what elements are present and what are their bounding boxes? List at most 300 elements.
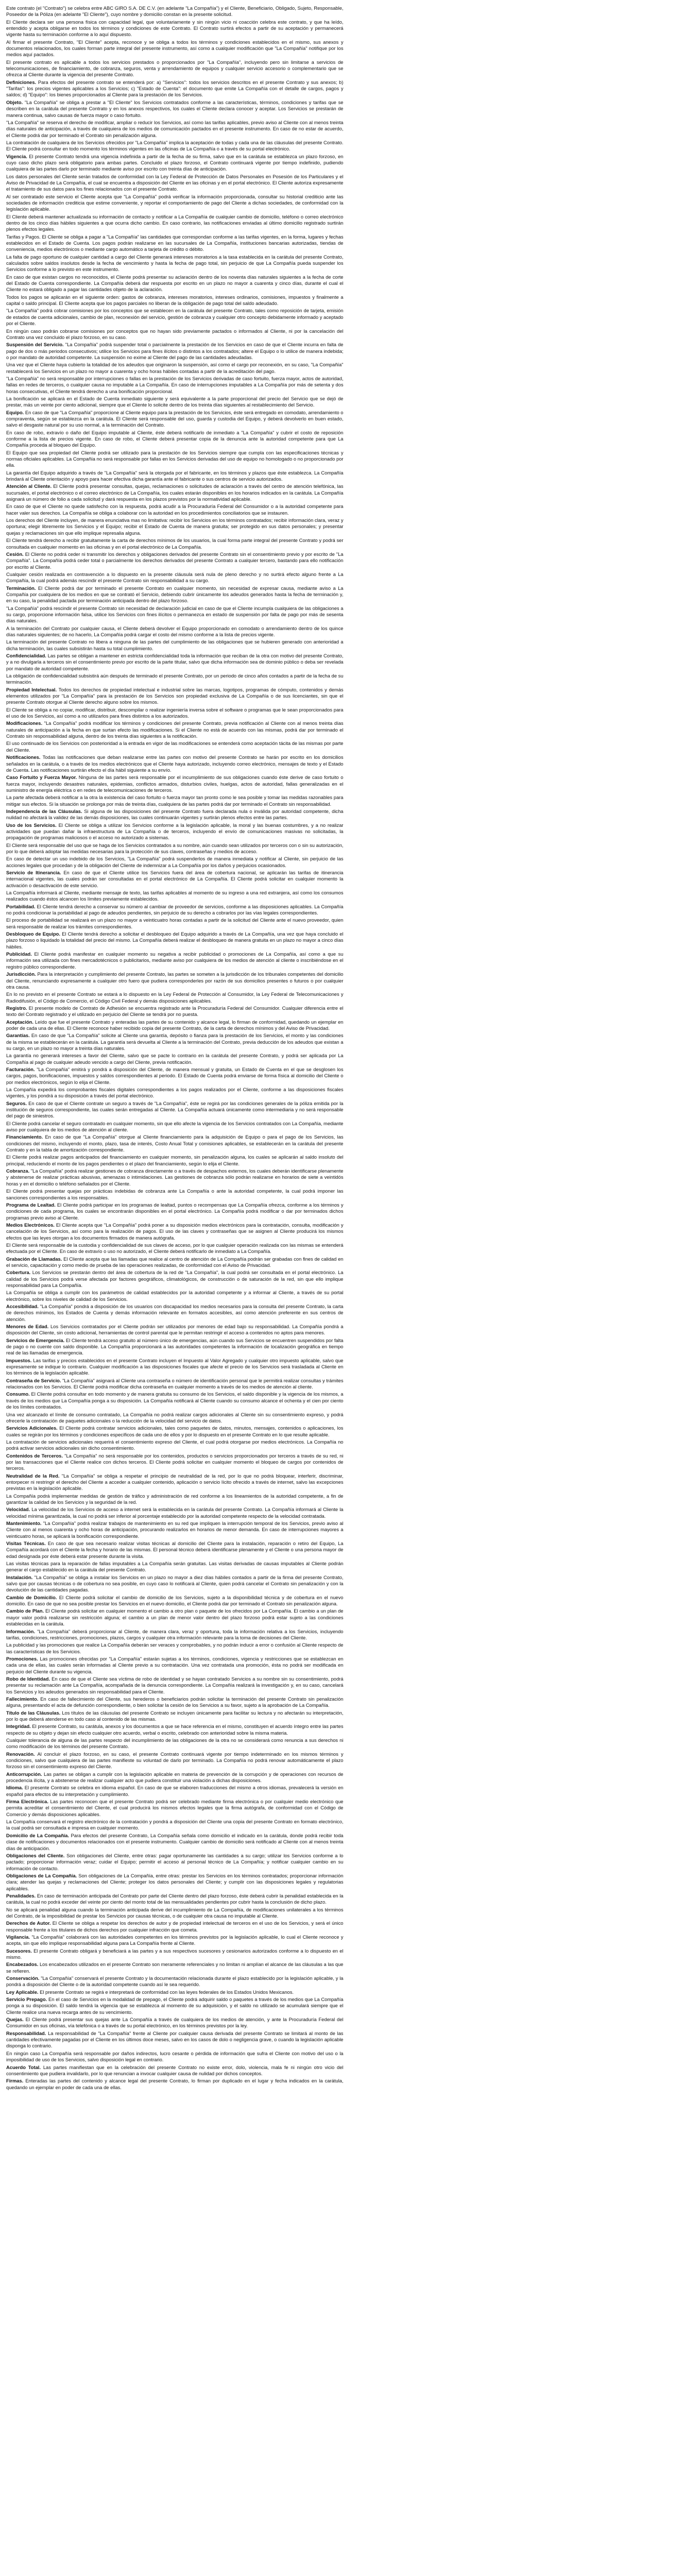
clause-text: La Compañía podrá implementar medidas de gestión de tráfico y administración de red conforme a los lineamientos de la autoridad competente, a fin de garantizar la calidad de los Servicios y la seguridad de la red. — [6, 1493, 344, 1505]
clause-text: Son obligaciones del Cliente, entre otras: pagar oportunamente las cantidades a su cargo; utilizar los Servicios conforme a lo pactado; proporcionar información veraz; cuidar el Equipo; permitir el acceso al personal técnico de La Compañía; y notificar cualquier cambio en su información de contacto. — [6, 1853, 344, 1871]
clause-text: El Cliente podrá consultar en todo momento y de manera gratuita su consumo de los Servicios, el saldo disponible y la vigencia de los mismos, a través de los medios que La Compañía ponga a su disposición. La Compañía notificará al Cliente cuando su consumo alcance el ochenta y el cien por ciento de los límites contratados. — [6, 1392, 344, 1410]
clause-heading: Robo de Identidad. — [6, 1676, 52, 1682]
clause-text: Una vez que el Cliente haya cubierto la totalidad de los adeudos que originaron la suspensión, así como el cargo por reconexión, en su caso, "La Compañía" restablecerá los Servicios en un plazo no mayor a cuarenta y ocho horas hábiles contadas a partir de la acreditación del pago. — [6, 362, 344, 374]
clause-heading: Encabezados. — [6, 1962, 40, 1968]
contract-paragraph — [6, 1771, 344, 1784]
clause-heading: Instalación. — [6, 1574, 35, 1580]
clause-heading: Servicios Adicionales. — [6, 1426, 60, 1431]
clause-heading: Información. — [6, 1629, 38, 1634]
clause-heading: Notificaciones. — [6, 755, 43, 760]
contract-paragraph — [6, 2030, 344, 2049]
clause-heading: Servicio Prepago. — [6, 1997, 49, 2003]
clause-heading: Título de las Cláusulas. — [6, 1710, 62, 1716]
clause-text: Las tarifas y precios establecidos en el presente Contrato incluyen el Impuesto al Valor Agregado y cualquier otro impuesto aplicable, salvo que expresamente se indique lo contrario. Cualquier modificación a las disposiciones fiscales que afecte el precio de los Servicios será trasladada al Cliente en los términos de la legislación aplicable. — [6, 1358, 344, 1376]
contract-paragraph — [6, 1873, 344, 1892]
contract-paragraph — [6, 1506, 344, 1519]
clause-text: El proceso de portabilidad se realizará en un plazo no mayor a veinticuatro horas contadas a partir de la solicitud del Cliente ante el nuevo proveedor, quien será responsable de realizar los trámites correspondientes. — [6, 918, 344, 929]
clause-heading: Caso Fortuito y Fuerza Mayor. — [6, 775, 79, 781]
contract-paragraph — [6, 1676, 344, 1695]
clause-heading: Idioma. — [6, 1785, 25, 1791]
contract-paragraph — [6, 870, 344, 889]
contract-paragraph — [6, 1473, 344, 1492]
clause-heading: Responsabilidad. — [6, 2030, 48, 2036]
clause-heading: Impuestos. — [6, 1358, 33, 1363]
contract-paragraph — [6, 1412, 344, 1425]
clause-text: Ninguna de las partes será responsable por el incumplimiento de sus obligaciones cuando éste derive de caso fortuito o fuerza mayor, incluyendo desastres naturales, epidemias, conflictos armados, disturbios civiles, huelgas, actos de autoridad, fallas generalizadas en el suministro de energía eléctrica o en redes de telecomunicaciones de terceros. — [6, 775, 344, 793]
clause-text: El presente Contrato se celebra en idioma español. En caso de que se elaboren traducciones del mismo a otros idiomas, prevalecerá la versión en español para efectos de su interpretación y cumplimiento. — [6, 1785, 344, 1797]
clause-heading: Cambio de Domicilio. — [6, 1595, 59, 1600]
clause-text: Si alguna de las disposiciones del presente Contrato fuera declarada nula o inválida por autoridad competente, dicha nulidad no afectará la validez de las demás disposiciones, las cuales continuarán vigentes y surtirán plenos efectos entre las partes. — [6, 808, 344, 821]
contract-paragraph — [6, 931, 344, 950]
contract-paragraph — [6, 1961, 344, 1974]
clause-text: El presente modelo de Contrato de Adhesión se encuentra registrado ante la Procuraduría Federal del Consumidor. Cualquier diferencia entre el texto del Contrato registrado y el utilizado en perjuicio del Cliente se tendrá por no puesta. — [6, 1005, 344, 1018]
contract-paragraph — [6, 1799, 344, 1818]
clause-heading: Accesibilidad. — [6, 1304, 40, 1309]
contract-paragraph — [6, 328, 344, 341]
clause-text: El Cliente podrá realizar pagos anticipados del financiamiento en cualquier momento, sin penalización alguna, los cuales se aplicarán al saldo insoluto del principal, reduciendo el monto de los pagos pendientes o el plazo del financiamiento, según lo elija el Cliente. — [6, 1155, 344, 1166]
clause-text: Las promociones ofrecidas por "La Compañía" estarán sujetas a los términos, condiciones, vigencia y restricciones que se establezcan en cada una de ellas, las cuales serán informadas al Cliente previo a su contratación. Una vez contratada una promoción, ésta no podrá ser modificada en perjuicio del Cliente durante su vigencia. — [6, 1656, 344, 1674]
clause-heading: Cambio de Plan. — [6, 1608, 46, 1614]
clause-text: Este contrato (el "Contrato") se celebra entre ABC GIRO S.A. DE C.V. (en adelante "La Compañía") y el Cliente, Beneficiario, Obligado, Sujeto, Responsable, Poseedor de la Póliza (en adelante "El Cliente"), cuyo nombre y domicilio constan en la presente solicitud. — [6, 6, 344, 18]
clause-text: La garantía no generará intereses a favor del Cliente, salvo que se pacte lo contrario en la carátula del presente Contrato, y podrá ser aplicada por La Compañía al pago de cualquier adeudo vencido a cargo del Cliente, previa notificación. — [6, 1053, 344, 1065]
clause-heading: Vigencia. — [6, 154, 29, 159]
contract-paragraph — [6, 1737, 344, 1750]
contract-paragraph — [6, 1425, 344, 1438]
clause-text: Son obligaciones de La Compañía, entre otras: prestar los Servicios en los términos contratados; proporcionar información clara; atender las quejas y reclamaciones del Cliente; proteger los datos personales del Cliente; y cumplir con las disposiciones legales y regulatorias aplicables. — [6, 1873, 344, 1891]
contract-paragraph — [6, 1337, 344, 1357]
clause-text: Enteradas las partes del contenido y alcance legal del presente Contrato, lo firman por duplicado en el lugar y fecha indicados en la carátula, quedando un ejemplar en poder de cada una de ellas. — [6, 2078, 344, 2090]
contract-paragraph — [6, 951, 344, 970]
clause-text: En ningún caso La Compañía será responsable por daños indirectos, lucro cesante o pérdida de información que sufra el Cliente con motivo del uso o la imposibilidad de uso de los Servicios, salvo disposición legal en contrario. — [6, 2050, 344, 2063]
clause-heading: Garantías. — [6, 1033, 31, 1039]
clause-heading: Modificaciones. — [6, 721, 44, 726]
clause-text: El presente Contrato obligará y beneficiará a las partes y a sus respectivos sucesores y cesionarios autorizados conforme a lo dispuesto en el mismo. — [6, 1948, 344, 1960]
contract-paragraph — [6, 1656, 344, 1675]
contract-paragraph — [6, 1202, 344, 1221]
clause-heading: Mantenimiento. — [6, 1521, 43, 1526]
contract-paragraph — [6, 1723, 344, 1736]
clause-heading: Definiciones. — [6, 79, 38, 85]
clause-heading: Neutralidad de la Red. — [6, 1473, 62, 1479]
clause-text: El Cliente podrá solicitar en cualquier momento el cambio a otro plan o paquete de los ofrecidos por La Compañía. El cambio a un plan de mayor valor podrá realizarse sin restricción alguna; el cambio a un plan de menor valor dentro del plazo forzoso podrá estar sujeto a las condiciones establecidas en la carátula. — [6, 1608, 344, 1627]
contract-paragraph — [6, 5, 344, 18]
clause-heading: Firma Electrónica. — [6, 1799, 50, 1805]
contract-paragraph — [6, 585, 344, 604]
clause-text: Tarifas y Pagos. El Cliente se obliga a pagar a "La Compañía" las cantidades que correspondan conforme a las tarifas vigentes, en la forma, lugares y fechas establecidos en el Estado de Cuenta. Los pagos podrán realizarse en las sucursales de La Compañía, instituciones bancarias autorizadas, tiendas de conveniencia, medios electrónicos o mediante cargo automático a tarjeta de crédito o débito. — [6, 234, 344, 252]
contract-paragraph — [6, 794, 344, 807]
clause-heading: Seguros. — [6, 1100, 29, 1106]
contract-paragraph — [6, 1453, 344, 1472]
clause-heading: Registro. — [6, 1005, 29, 1011]
clause-text: La Compañía se obliga a cumplir con los parámetros de calidad establecidos por la autoridad competente y a informar al Cliente, a través de su portal electrónico, sobre los niveles de calidad de los Servicios. — [6, 1290, 344, 1302]
clause-heading: Conservación. — [6, 1976, 41, 1981]
clause-text: Para efectos del presente contrato se entenderá por: a) "Servicios": todos los servicios descritos en el presente Contrato y sus anexos; b) "Tarifas": los precios vigentes aplicables a los Servicios; c) "Estado de Cuenta": el documento que emite La Compañía con el detalle de cargos, pagos y saldos; d) "Equipo": los bienes proporcionados al Cliente para la prestación de los Servicios. — [6, 79, 344, 98]
clause-text: El presente Contrato se regirá e interpretará de conformidad con las leyes federales de los Estados Unidos Mexicanos. — [40, 1989, 294, 1995]
contract-paragraph — [6, 470, 344, 483]
contract-paragraph — [6, 856, 344, 869]
contract-paragraph — [6, 1975, 344, 1988]
clause-text: El Cliente declara ser una persona física con capacidad legal, que voluntariamente y sin ningún vicio ni coacción celebra este contrato, y que ha leído, entendido y acepta obligarse en todos los términos y condiciones de este Contrato. El Contrato surtirá efectos a partir de su aceptación y permanecerá vigente hasta su terminación conforme a lo aquí dispuesto. — [6, 19, 344, 38]
contract-paragraph — [6, 1256, 344, 1269]
clause-text: El presente Contrato, su carátula, anexos y los documentos a que se hace referencia en el mismo, constituyen el acuerdo íntegro entre las partes respecto de su objeto y dejan sin efecto cualquier otro acuerdo, verbal o escrito, celebrado con anterioridad sobre la misma materia. — [6, 1724, 344, 1736]
clause-text: Para la interpretación y cumplimiento del presente Contrato, las partes se someten a la jurisdicción de los tribunales competentes del domicilio del Cliente, renunciando expresamente a cualquier otro fuero que pudiera corresponderles por razón de sus domicilios presentes o futuros o por cualquier otra causa. — [6, 972, 344, 990]
contract-paragraph — [6, 1324, 344, 1336]
clause-heading: Publicidad. — [6, 952, 35, 957]
clause-text: La falta de pago oportuno de cualquier cantidad a cargo del Cliente generará intereses moratorios a la tasa establecida en la carátula del presente Contrato, calculados sobre saldos insolutos desde la fecha de vencimiento y hasta la fecha de pago total, sin perjuicio de que La Compañía pueda suspender los Servicios conforme a lo previsto en este instrumento. — [6, 254, 344, 273]
clause-heading: Suspensión del Servicio. — [6, 342, 65, 348]
clause-text: La publicidad y las promociones que realice La Compañía deberán ser veraces y comprobables, y no podrán inducir a error o confusión al Cliente respecto de las características de los Servicios. — [6, 1642, 344, 1654]
clause-text: El Cliente podrá presentar consultas, quejas, reclamaciones o solicitudes de aclaración a través del centro de atención telefónica, las sucursales, el portal electrónico o el correo electrónico de La Compañía, los cuales estarán disponibles en los horarios indicados en la carátula. La Compañía asignará un número de folio a cada solicitud y dará respuesta en los plazos previstos por la normatividad aplicable. — [6, 484, 344, 502]
clause-text: La contratación de servicios adicionales requerirá el consentimiento expreso del Cliente, el cual podrá otorgarse por medios electrónicos. La Compañía no podrá activar servicios adicionales sin dicho consentimiento. — [6, 1439, 344, 1451]
clause-text: El Cliente se obliga a utilizar los Servicios conforme a la legislación aplicable, la moral y las buenas costumbres, y a no realizar actividades que puedan dañar la infraestructura de La Compañía o de terceros, incluyendo el envío de comunicaciones masivas no solicitadas, la propagación de programas maliciosos o el acceso no autorizado a sistemas. — [6, 822, 344, 841]
clause-text: La velocidad de los Servicios de acceso a internet será la establecida en la carátula del presente Contrato. La Compañía informará al Cliente la velocidad mínima garantizada, la cual no podrá ser inferior al porcentaje establecido por la autoridad competente respecto de la velocidad contratada. — [6, 1507, 344, 1519]
contract-paragraph — [6, 1934, 344, 1947]
clause-text: Las partes manifiestan que en la celebración del presente Contrato no existe error, dolo, violencia, mala fe ni ningún otro vicio del consentimiento que pudiera invalidarlo, por lo que renuncian a invocar cualquier causa de nulidad por dichos conceptos. — [6, 2064, 344, 2076]
clause-text: "La Compañía" colaborará con las autoridades competentes en los términos previstos por la legislación aplicable, lo cual el Cliente reconoce y acepta, sin que ello implique responsabilidad alguna para La Compañía frente al Cliente. — [6, 1934, 344, 1946]
clause-text: El Cliente será responsable del uso que se haga de los Servicios contratados a su nombre, aún cuando sean utilizados por terceros con o sin su autorización, por lo que deberá adoptar las medidas necesarias para la protección de sus claves, contraseñas y medios de acceso. — [6, 842, 344, 854]
clause-text: En caso de que "La Compañía" proporcione al Cliente equipo para la prestación de los Servicios, éste será entregado en comodato, arrendamiento o compraventa, según se establezca en la carátula. El Cliente será responsable del uso, guarda y custodia del Equipo, y deberá devolverlo en buen estado, salvo el desgaste natural por su uso normal, a la terminación del Contrato. — [6, 410, 344, 428]
clause-text: El Equipo que sea propiedad del Cliente podrá ser utilizado para la prestación de los Servicios siempre que cumpla con las especificaciones técnicas y normas oficiales aplicables. La Compañía no será responsable por fallas en los Servicios derivadas del uso de equipo no homologado o no proporcionado por ella. — [6, 450, 344, 468]
clause-heading: Medios Electrónicos. — [6, 1222, 56, 1228]
clause-heading: Firmas. — [6, 2078, 26, 2084]
clause-text: En caso de que el Cliente contrate un seguro a través de "La Compañía", éste se regirá por las condiciones generales de la póliza emitida por la institución de seguros correspondiente, las cuales serán entregadas al Cliente. La Compañía actuará únicamente como intermediaria y no será responsable del pago de siniestros. — [6, 1100, 344, 1119]
clause-heading: Cesión. — [6, 551, 25, 557]
contract-paragraph — [6, 1222, 344, 1241]
clause-text: "La Compañía" podrá cobrar comisiones por los conceptos que se establecen en la carátula del presente Contrato, tales como reposición de tarjeta, emisión de estados de cuenta adicionales, cambio de plan, reconexión del servicio, gestión de cobranza y cualquier otro concepto debidamente informado y aceptado por el Cliente. — [6, 308, 344, 327]
contract-paragraph — [6, 2016, 344, 2029]
clause-text: El Cliente se obliga a respetar los derechos de autor y de propiedad intelectual de terceros en el uso de los Servicios, y será el único responsable frente a los titulares de dichos derechos por cualquier infracción que cometa. — [6, 1921, 344, 1933]
clause-text: Los Servicios contratados por el Cliente podrán ser utilizados por menores de edad bajo su responsabilidad. La Compañía pondrá a disposición del Cliente, sin costo adicional, herramientas de control parental que le permitan restringir el acceso a contenidos no aptos para menores. — [6, 1324, 344, 1336]
clause-heading: Obligaciones de La Compañía. — [6, 1873, 79, 1878]
contract-paragraph — [6, 904, 344, 917]
clause-heading: Derechos de Autor. — [6, 1921, 53, 1926]
clause-text: La Compañía expedirá los comprobantes fiscales digitales correspondientes a los pagos realizados por el Cliente, conforme a las disposiciones fiscales vigentes, y los pondrá a su disposición a través del portal electrónico. — [6, 1087, 344, 1099]
clause-text: Leído que fue el presente Contrato y enteradas las partes de su contenido y alcance legal, lo firman de conformidad, quedando un ejemplar en poder de cada una de ellas. El Cliente reconoce haber recibido copia del presente Contrato, de la carta de derechos mínimos y del Aviso de Privacidad. — [6, 1019, 344, 1031]
clause-text: En caso de que el Cliente no quede satisfecho con la respuesta, podrá acudir a la Procuraduría Federal del Consumidor o a la autoridad competente para hacer valer sus derechos. La Compañía se obliga a colaborar con la autoridad en los procedimientos conciliatorios que se instauren. — [6, 504, 344, 516]
clause-text: "La Compañía" emitirá y pondrá a disposición del Cliente, de manera mensual y gratuita, un Estado de Cuenta en el que se desglosen los cargos, pagos, bonificaciones, impuestos y saldos correspondientes al periodo. El Estado de Cuenta podrá enviarse de forma física al domicilio del Cliente o por medios electrónicos, según lo elija el Cliente. — [6, 1066, 344, 1085]
clause-heading: Equipo. — [6, 410, 25, 415]
contract-paragraph — [6, 1561, 344, 1573]
contract-paragraph — [6, 450, 344, 469]
clause-text: En caso de terminación anticipada del Contrato por parte del Cliente dentro del plazo forzoso, éste deberá cubrir la penalidad establecida en la carátula, la cual no podrá exceder del veinte por ciento del monto total de las mensualidades pendientes por cubrir hasta la conclusión de dicho plazo. — [6, 1893, 344, 1905]
clause-text: La contratación de cualquiera de los Servicios ofrecidos por "La Compañía" implica la aceptación de todas y cada una de las cláusulas del presente Contrato. El Cliente podrá consultar en todo momento los términos vigentes en las oficinas de La Compañía o a través de su portal electrónico. — [6, 140, 344, 152]
clause-text: El Cliente podrá manifestar en cualquier momento su negativa a recibir publicidad o promociones de La Compañía, así como a que su información sea utilizada con fines mercadotécnicos o publicitarios, mediante aviso por cualquiera de los medios de atención al cliente o inscribiéndose en el registro público correspondiente. — [6, 952, 344, 970]
clause-text: El Cliente podrá contratar servicios adicionales, tales como paquetes de datos, minutos, mensajes, contenidos o aplicaciones, los cuales se regirán por los términos y condiciones específicos de cada uno de ellos y por lo dispuesto en el presente Contrato en lo que resulte aplicable. — [6, 1426, 344, 1437]
contract-paragraph — [6, 1540, 344, 1560]
contract-paragraph — [6, 917, 344, 930]
clause-text: El Cliente acepta que "La Compañía" podrá poner a su disposición medios electrónicos para la contratación, consulta, modificación y cancelación de los Servicios, así como para la realización de pagos. El uso de las claves y contraseñas que se asignen al Cliente producirá los mismos efectos que las leyes otorgan a los documentos firmados de manera autógrafa. — [6, 1222, 344, 1241]
clause-heading: Promociones. — [6, 1656, 40, 1662]
clause-heading: Propiedad Intelectual. — [6, 687, 59, 692]
contract-paragraph — [6, 1242, 344, 1255]
clause-text: La garantía del Equipo adquirido a través de "La Compañía" será la otorgada por el fabricante, en los términos y plazos que éste establezca. La Compañía brindará al Cliente orientación y apoyo para hacer efectiva dicha garantía ante el fabricante o sus centros de servicio autorizados. — [6, 470, 344, 482]
clause-text: En caso de detectar un uso indebido de los Servicios, "La Compañía" podrá suspenderlos de manera inmediata y notificar al Cliente, sin perjuicio de las acciones legales que procedan y de la obligación del Cliente de indemnizar a La Compañía por los daños y perjuicios ocasionados. — [6, 856, 344, 868]
contract-paragraph — [6, 194, 344, 213]
clause-heading: Facturación. — [6, 1066, 37, 1072]
clause-heading: Financiamiento. — [6, 1134, 45, 1140]
clause-heading: Grabación de Llamadas. — [6, 1256, 64, 1262]
clause-heading: Renovación. — [6, 1751, 38, 1757]
contract-paragraph — [6, 342, 344, 361]
contract-paragraph — [6, 687, 344, 706]
clause-text: En caso de robo, extravío o daño del Equipo imputable al Cliente, éste deberá notificarlo de inmediato a "La Compañía" y cubrir el costo de reposición conforme a la lista de precios vigente. En caso de robo, el Cliente deberá presentar copia de la denuncia ante la autoridad competente para que La Compañía proceda al bloqueo del Equipo. — [6, 430, 344, 448]
contract-paragraph — [6, 99, 344, 118]
contract-paragraph — [6, 1358, 344, 1377]
clause-heading: Confidencialidad. — [6, 653, 48, 658]
clause-text: En caso de que sea necesario realizar visitas técnicas al domicilio del Cliente para la instalación, reparación o retiro del Equipo, La Compañía acordará con el Cliente la fecha y horario de las mismas. El personal técnico deberá identificarse plenamente y el Cliente o una persona mayor de edad designada por éste deberá estar presente durante la visita. — [6, 1541, 344, 1559]
contract-paragraph — [6, 1608, 344, 1627]
clause-text: El Cliente podrá solicitar el cambio de domicilio de los Servicios, sujeto a la disponibilidad técnica y de cobertura en el nuevo domicilio. En caso de que no sea posible prestar los Servicios en el nuevo domicilio, el Cliente podrá dar por terminado el Contrato sin penalización alguna. — [6, 1595, 344, 1607]
clause-heading: Quejas. — [6, 2017, 26, 2023]
contract-paragraph — [6, 1920, 344, 1933]
clause-text: El presente Contrato tendrá una vigencia indefinida a partir de la fecha de su firma, salvo que en la carátula se establezca un plazo forzoso, en cuyo caso dicho plazo será obligatorio para ambas partes. Concluido el plazo forzoso, el Contrato continuará vigente por tiempo indefinido, pudiendo cualquiera de las partes darlo por terminado mediante aviso por escrito con treinta días de anticipación. — [6, 154, 344, 172]
clause-text: El Cliente podrá dar por terminado el presente Contrato en cualquier momento, sin necesidad de expresar causa, mediante aviso a La Compañía por cualquiera de los medios en que se contrató el Servicio, debiendo cubrir únicamente los adeudos generados hasta la fecha de terminación y, en su caso, la penalidad pactada por terminación anticipada dentro del plazo forzoso. — [6, 585, 344, 604]
clause-heading: Uso de los Servicios. — [6, 822, 59, 828]
contract-paragraph — [6, 39, 344, 58]
clause-text: "La Compañía" se obliga a prestar a "El Cliente" los Servicios contratados conforme a las características, términos, condiciones y tarifas que se describen en la carátula del presente Contrato y en los anexos respectivos, los cuales el Cliente declara conocer y aceptar. Los Servicios se prestarán de manera continua, salvo causas de fuerza mayor o caso fortuito. — [6, 99, 344, 118]
clause-text: "La Compañía" deberá proporcionar al Cliente, de manera clara, veraz y oportuna, toda la información relativa a los Servicios, incluyendo tarifas, condiciones, restricciones, promociones, plazos, cargos y cualquier otra información relevante para la toma de decisiones del Cliente. — [6, 1629, 344, 1640]
contract-paragraph — [6, 1520, 344, 1539]
contract-paragraph — [6, 362, 344, 375]
clause-text: Las partes se obligan a mantener en estricta confidencialidad toda la información que reciban de la otra con motivo del presente Contrato, y a no divulgarla a terceros sin el consentimiento previo por escrito de la parte titular, salvo que dicha información sea de dominio público o deba ser revelada por mandato de autoridad competente. — [6, 653, 344, 671]
contract-paragraph — [6, 410, 344, 429]
contract-paragraph — [6, 653, 344, 672]
contract-paragraph — [6, 294, 344, 307]
contract-paragraph — [6, 1290, 344, 1302]
clause-text: "La Compañía" se reserva el derecho de modificar, ampliar o reducir los Servicios, así como las tarifas aplicables, previo aviso al Cliente con al menos treinta días naturales de anticipación, a través de cualquiera de los medios de comunicación pactados en el presente instrumento. En caso de no estar de acuerdo, el Cliente podrá dar por terminado el Contrato sin penalización alguna. — [6, 120, 344, 138]
contract-paragraph — [6, 154, 344, 173]
contract-paragraph — [6, 605, 344, 624]
contract-paragraph — [6, 503, 344, 516]
clause-heading: Sucesores. — [6, 1948, 34, 1954]
clause-heading: Velocidad. — [6, 1507, 32, 1513]
clause-heading: Penalidades. — [6, 1893, 37, 1899]
clause-text: "La Compañía" podrá rescindir el presente Contrato sin necesidad de declaración judicial en caso de que el Cliente incumpla cualquiera de las obligaciones a su cargo, proporcione información falsa, utilice los Servicios con fines ilícitos o permanezca en estado de suspensión por falta de pago por más de sesenta días naturales. — [6, 605, 344, 624]
contract-paragraph — [6, 1574, 344, 1594]
contract-paragraph — [6, 842, 344, 855]
contract-paragraph — [6, 1087, 344, 1099]
clause-heading: Anticorrupción. — [6, 1771, 44, 1777]
contract-paragraph — [6, 1391, 344, 1410]
contract-paragraph — [6, 1833, 344, 1852]
clause-text: Al firmar el presente Contrato, "El Cliente" acepta, reconoce y se obliga a todos los términos y condiciones establecidos en el mismo, sus anexos y documentos relacionados, los cuales forman parte integral del presente instrumento, así como a cualquier modificación que "La Compañía" notifique por los medios aquí pactados. — [6, 39, 344, 58]
clause-text: Los encabezados utilizados en el presente Contrato son meramente referenciales y no limitan ni amplían el alcance de las cláusulas a las que se refieren. — [6, 1962, 344, 1974]
contract-paragraph — [6, 1751, 344, 1770]
clause-text: El Cliente podrá presentar quejas por prácticas indebidas de cobranza ante La Compañía o ante la autoridad competente, la cual podrá imponer las sanciones correspondientes a los responsables. — [6, 1189, 344, 1200]
clause-heading: Ley Aplicable. — [6, 1989, 40, 1995]
clause-heading: Servicio de Itinerancia. — [6, 870, 64, 875]
clause-heading: Programa de Lealtad. — [6, 1202, 57, 1208]
contract-paragraph — [6, 517, 344, 536]
clause-text: Al concluir el plazo forzoso, en su caso, el presente Contrato continuará vigente por tiempo indeterminado en los mismos términos y condiciones, salvo que cualquiera de las partes manifieste su voluntad de darlo por terminado. La Compañía no podrá renovar automáticamente el plazo forzoso sin el consentimiento expreso del Cliente. — [6, 1751, 344, 1770]
contract-paragraph — [6, 1053, 344, 1065]
contract-paragraph — [6, 822, 344, 841]
clause-text: En caso de que "La Compañía" solicite al Cliente una garantía, depósito o fianza para la prestación de los Servicios, el monto y las condiciones de la misma se establecerán en la carátula. La garantía será devuelta al Cliente a la terminación del Contrato, previa deducción de los adeudos que existan a su cargo, en un plazo no mayor a treinta días naturales. — [6, 1033, 344, 1051]
clause-text: Para efectos del presente Contrato, La Compañía señala como domicilio el indicado en la carátula, donde podrá recibir toda clase de notificaciones y documentos relacionados con el presente instrumento. Cualquier cambio de domicilio será notificado al Cliente con al menos treinta días de anticipación. — [6, 1833, 344, 1851]
clause-text: Cualquier cesión realizada en contravención a lo dispuesto en la presente cláusula será nula de pleno derecho y no surtirá efecto alguno frente a La Compañía, la cual podrá además rescindir el presente Contrato sin responsabilidad a su cargo. — [6, 571, 344, 584]
clause-text: El Cliente acepta que las llamadas que realice al centro de atención de La Compañía podrán ser grabadas con fines de calidad en el servicio, capacitación y como medio de prueba de las operaciones realizadas, de conformidad con el Aviso de Privacidad. — [6, 1256, 344, 1268]
clause-text: La parte afectada deberá notificar a la otra la existencia del caso fortuito o fuerza mayor tan pronto como le sea posible y tomar las medidas razonables para mitigar sus efectos. Si la situación se prolonga por más de treinta días, cualquiera de las partes podrá dar por terminado el Contrato sin responsabilidad. — [6, 795, 344, 807]
contract-paragraph — [6, 1819, 344, 1832]
clause-text: El Cliente tendrá derecho a solicitar el desbloqueo del Equipo adquirido a través de La Compañía, una vez que haya concluido el plazo forzoso o liquidado la totalidad del precio del mismo. La Compañía deberá realizar el desbloqueo de manera gratuita en un plazo no mayor a cinco días hábiles. — [6, 931, 344, 950]
clause-text: La Compañía informará al Cliente, mediante mensaje de texto, las tarifas aplicables al momento de su ingreso a una red extranjera, así como los consumos realizados cuando éstos alcancen los límites previamente establecidos. — [6, 890, 344, 902]
contract-paragraph — [6, 430, 344, 449]
contract-paragraph — [6, 1629, 344, 1641]
clause-text: El Cliente tendrá derecho a recibir gratuitamente la carta de derechos mínimos de los usuarios, la cual forma parte integral del presente Contrato y podrá ser consultada en cualquier momento en las oficinas y en el portal electrónico de La Compañía. — [6, 538, 344, 550]
clause-text: "La Compañía" podrá realizar gestiones de cobranza directamente o a través de despachos externos, los cuales deberán identificarse plenamente y abstenerse de realizar prácticas abusivas, amenazas o intimidaciones. Las gestiones de cobranza sólo podrán realizarse en horarios de siete a veintidós horas y en el domicilio o teléfono señalados por el Cliente. — [6, 1168, 344, 1187]
clause-heading: Consumo. — [6, 1392, 31, 1397]
clause-text: En caso de que el Cliente utilice los Servicios fuera del área de cobertura nacional, se aplicarán las tarifas de itinerancia internacional vigentes, las cuales podrán ser consultadas en el portal electrónico de La Compañía. El Cliente podrá solicitar en cualquier momento la activación o desactivación de este servicio. — [6, 870, 344, 888]
contract-paragraph — [6, 2078, 344, 2091]
contract-paragraph — [6, 234, 344, 253]
contract-paragraph — [6, 537, 344, 550]
clause-text: "La Compañía" se obliga a instalar los Servicios en un plazo no mayor a diez días hábiles contados a partir de la firma del presente Contrato, salvo que por causas técnicas o de cobertura no sea posible, en cuyo caso lo notificará al Cliente, quien podrá cancelar el Contrato sin penalización y con la devolución de las cantidades pagadas. — [6, 1574, 344, 1593]
clause-text: Las partes se obligan a cumplir con la legislación aplicable en materia de prevención de la corrupción y de operaciones con recursos de procedencia ilícita, y a abstenerse de realizar cualquier acto que pudiera constituir una violación a dichas disposiciones. — [6, 1771, 344, 1784]
clause-heading: Cobranza. — [6, 1168, 31, 1174]
clause-text: Los Servicios se prestarán dentro del área de cobertura de la red de "La Compañía", la cual podrá ser consultada en el portal electrónico. La calidad de los Servicios podrá verse afectada por factores geográficos, climatológicos, de construcción o de saturación de la red, sin que ello implique responsabilidad para La Compañía. — [6, 1270, 344, 1288]
contract-paragraph — [6, 720, 344, 739]
clause-heading: Contenidos de Terceros. — [6, 1453, 65, 1459]
contract-paragraph — [6, 1005, 344, 1018]
clause-text: El Cliente se obliga a no copiar, modificar, distribuir, descompilar o realizar ingeniería inversa sobre el software o programas que le sean proporcionados para el uso de los Servicios, así como a no utilizarlos para fines distintos a los autorizados. — [6, 707, 344, 719]
contract-paragraph — [6, 740, 344, 753]
clause-text: Cualquier tolerancia de alguna de las partes respecto del incumplimiento de las obligaciones de la otra no se considerará como renuncia a sus derechos ni como modificación de los términos del presente Contrato. — [6, 1738, 344, 1750]
contract-paragraph — [6, 707, 344, 720]
clause-heading: Portabilidad. — [6, 904, 37, 909]
contract-paragraph — [6, 1019, 344, 1032]
clause-text: El Cliente deberá mantener actualizada su información de contacto y notificar a La Compañía de cualquier cambio de domicilio, teléfono o correo electrónico dentro de los cinco días hábiles siguientes a que ocurra dicho cambio. En caso contrario, las notificaciones enviadas al último domicilio registrado surtirán plenos efectos legales. — [6, 214, 344, 232]
clause-text: La terminación del presente Contrato no libera a ninguna de las partes del cumplimiento de las obligaciones que se hubieren generado con anterioridad a dicha terminación, las cuales subsistirán hasta su total cumplimiento. — [6, 639, 344, 651]
contract-paragraph — [6, 308, 344, 327]
contract-paragraph — [6, 890, 344, 903]
contract-paragraph — [6, 1710, 344, 1723]
clause-text: La bonificación se aplicará en el Estado de Cuenta inmediato siguiente y será equivalente a la parte proporcional del precio del Servicio que se dejó de prestar, más un veinte por ciento adicional, siempre que el Cliente lo solicite dentro de los treinta días siguientes al restablecimiento del Servicio. — [6, 396, 344, 408]
contract-paragraph — [6, 551, 344, 570]
clause-text: El presente contrato es aplicable a todos los servicios prestados o proporcionados por "La Compañía", incluyendo pero sin limitarse a servicios de telecomunicaciones, de financiamiento, de cobranza, seguros, venta y arrendamiento de equipos y cualquier servicio accesorio o complementario que se ofrezca al Cliente durante la vigencia del presente Contrato. — [6, 59, 344, 78]
contract-paragraph — [6, 1989, 344, 1995]
clause-text: El uso continuado de los Servicios con posterioridad a la entrada en vigor de las modificaciones se entenderá como aceptación tácita de las mismas por parte del Cliente. — [6, 741, 344, 753]
clause-heading: Objeto. — [6, 99, 25, 105]
clause-text: La responsabilidad de "La Compañía" frente al Cliente por cualquier causa derivada del presente Contrato se limitará al monto de las cantidades efectivamente pagadas por el Cliente en los últimos doce meses, salvo en los casos de dolo o negligencia grave, o cuando la legislación aplicable disponga lo contrario. — [6, 2030, 344, 2049]
clause-text: "La Compañía" no será responsable por los contenidos, productos o servicios proporcionados por terceros a través de su red, ni por las transacciones que el Cliente realice con dichos terceros. El Cliente podrá solicitar en cualquier momento el bloqueo de cargos por contenidos de terceros. — [6, 1453, 344, 1471]
contract-paragraph — [6, 376, 344, 395]
contract-paragraph — [6, 639, 344, 652]
clause-text: La obligación de confidencialidad subsistirá aún después de terminado el presente Contrato, por un periodo de cinco años contados a partir de la fecha de su terminación. — [6, 673, 344, 685]
clause-text: "La Compañía" podrá realizar trabajos de mantenimiento en su red que impliquen la interrupción temporal de los Servicios, previo aviso al Cliente con al menos cuarenta y ocho horas de anticipación, procurando realizarlos en horarios de menor demanda. En caso de interrupciones mayores a veinticuatro horas, se aplicará la bonificación correspondiente. — [6, 1521, 344, 1539]
contract-paragraph — [6, 140, 344, 152]
contract-paragraph — [6, 120, 344, 139]
clause-heading: Servicios de Emergencia. — [6, 1337, 66, 1343]
clause-text: Los datos personales del Cliente serán tratados de conformidad con la Ley Federal de Protección de Datos Personales en Posesión de los Particulares y el Aviso de Privacidad de La Compañía, el cual se encuentra a disposición del Cliente en las oficinas y en el portal electrónico. El Cliente autoriza expresamente el tratamiento de sus datos para los fines relacionados con el presente Contrato. — [6, 174, 344, 192]
clause-text: Todos los derechos de propiedad intelectual e industrial sobre las marcas, logotipos, programas de cómputo, contenidos y demás elementos utilizados por "La Compañía" para la prestación de los Servicios son propiedad exclusiva de La Compañía o de sus licenciantes, sin que el presente Contrato otorgue al Cliente derecho alguno sobre los mismos. — [6, 687, 344, 705]
clause-text: Los títulos de las cláusulas del presente Contrato se incluyen únicamente para facilitar su lectura y no afectarán su interpretación, por lo que deberá atenderse en todo caso al contenido de las mismas. — [6, 1710, 344, 1722]
clause-text: En el caso de Servicios en la modalidad de prepago, el Cliente podrá adquirir saldo o paquetes a través de los medios que La Compañía ponga a su disposición. El saldo tendrá la vigencia que se establezca al momento de su adquisición, y el saldo no utilizado se acumulará siempre que el Cliente realice una nueva recarga antes de su vencimiento. — [6, 1997, 344, 2015]
clause-text: El Cliente tendrá acceso gratuito al número único de emergencias, aún cuando sus Servicios se encuentren suspendidos por falta de pago o no cuente con saldo disponible. La Compañía proporcionará a las autoridades competentes la información de localización geográfica en tiempo real de las llamadas de emergencia. — [6, 1337, 344, 1356]
contract-paragraph — [6, 1853, 344, 1872]
contract-paragraph — [6, 1696, 344, 1709]
contract-paragraph — [6, 59, 344, 78]
contract-paragraph — [6, 2064, 344, 2077]
clause-heading: Contraseña de Servicio. — [6, 1378, 63, 1383]
clause-text: "La Compañía" podrá suspender total o parcialmente la prestación de los Servicios en caso de que el Cliente incurra en falta de pago de dos o más periodos consecutivos; utilice los Servicios para fines ilícitos o distintos a los contratados; altere el Equipo o lo utilice de manera indebida; o por mandato de autoridad competente. La suspensión no exime al Cliente del pago de las cantidades adeudadas. — [6, 342, 344, 360]
clause-heading: Visitas Técnicas. — [6, 1541, 48, 1547]
clause-heading: Jurisdicción. — [6, 972, 38, 977]
clause-text: El Cliente podrá participar en los programas de lealtad, puntos o recompensas que La Compañía ofrezca, conforme a los términos y condiciones de cada programa, los cuales se encontrarán disponibles en el portal electrónico. La Compañía podrá modificar o dar por terminados dichos programas previo aviso al Cliente. — [6, 1202, 344, 1221]
contract-paragraph — [6, 1996, 344, 2015]
contract-paragraph — [6, 79, 344, 98]
clause-text: No se aplicará penalidad alguna cuando la terminación anticipada derive del incumplimiento de La Compañía, de modificaciones unilaterales a los términos del Contrato, de la imposibilidad de prestar los Servicios por causas técnicas, o de cualquier otra causa no imputable al Cliente. — [6, 1907, 344, 1919]
clause-text: En caso de que "La Compañía" otorgue al Cliente financiamiento para la adquisición de Equipo o para el pago de los Servicios, las condiciones del mismo, incluyendo el monto, plazo, tasa de interés, Costo Anual Total y comisiones aplicables, se establecerán en la carátula del presente Contrato y en la tabla de amortización correspondiente. — [6, 1134, 344, 1153]
contract-paragraph — [6, 1269, 344, 1289]
clause-heading: Menores de Edad. — [6, 1324, 51, 1330]
clause-text: Todas las notificaciones que deban realizarse entre las partes con motivo del presente Contrato se harán por escrito en los domicilios señalados en la carátula, o a través de los medios electrónicos que el Cliente haya autorizado, incluyendo correo electrónico, mensajes de texto y el Estado de Cuenta. Las notificaciones surtirán efecto el día hábil siguiente a su envío. — [6, 755, 344, 773]
clause-text: La Compañía conservará el registro electrónico de la contratación y pondrá a disposición del Cliente una copia del presente Contrato en formato electrónico, la cual podrá ser consultada e impresa en cualquier momento. — [6, 1819, 344, 1831]
clause-heading: Fallecimiento. — [6, 1696, 41, 1702]
clause-heading: Integridad. — [6, 1724, 32, 1730]
contract-paragraph — [6, 396, 344, 409]
clause-heading: Desbloqueo de Equipo. — [6, 931, 62, 937]
contract-paragraph — [6, 625, 344, 638]
contract-paragraph — [6, 754, 344, 773]
contract-paragraph — [6, 774, 344, 793]
contract-paragraph — [6, 1100, 344, 1120]
clause-text: El Cliente no podrá ceder ni transmitir los derechos y obligaciones derivados del presente Contrato sin el consentimiento previo y por escrito de "La Compañía". La Compañía podrá ceder total o parcialmente los derechos derivados del presente Contrato a cualquier tercero, bastando para ello notificación por escrito al Cliente. — [6, 551, 344, 570]
clause-heading: Obligaciones del Cliente. — [6, 1853, 67, 1858]
contract-paragraph — [6, 808, 344, 821]
clause-text: "La Compañía" conservará el presente Contrato y la documentación relacionada durante el plazo establecido por la legislación aplicable, y la pondrá a disposición del Cliente o de la autoridad competente cuando así le sea requerido. — [6, 1976, 344, 1988]
contract-paragraph — [6, 1121, 344, 1133]
clause-heading: Domicilio de La Compañía. — [6, 1833, 71, 1838]
clause-text: Al ser contratado este servicio el Cliente acepta que "La Compañía" podrá verificar la información proporcionada, consultar su historial crediticio ante las sociedades de información crediticia que estime conveniente, y reportar el comportamiento de pago del Cliente a dichas sociedades, de conformidad con la legislación aplicable. — [6, 194, 344, 212]
clause-text: En caso de que existan cargos no reconocidos, el Cliente podrá presentar su aclaración dentro de los noventa días naturales siguientes a la fecha de corte del Estado de Cuenta correspondiente. La Compañía deberá dar respuesta por escrito en un plazo no mayor a cuarenta y cinco días, durante el cual el Cliente no estará obligado a pagar las cantidades objeto de la aclaración. — [6, 274, 344, 293]
clause-text: Todos los pagos se aplicarán en el siguiente orden: gastos de cobranza, intereses moratorios, intereses ordinarios, comisiones, impuestos y finalmente a capital o saldo principal. El Cliente acepta que los pagos parciales no liberan de la obligación de pago total del saldo adeudado. — [6, 294, 344, 307]
clause-heading: Atención al Cliente. — [6, 484, 54, 489]
contract-paragraph — [6, 1134, 344, 1153]
contract-paragraph — [6, 174, 344, 193]
contract-paragraph — [6, 1595, 344, 1607]
clause-heading: Vigilancia. — [6, 1934, 32, 1940]
clause-text: Las visitas técnicas para la reparación de fallas imputables a La Compañía serán gratuitas. Las visitas derivadas de causas imputables al Cliente podrán generar el cargo establecido en la carátula del presente Contrato. — [6, 1561, 344, 1573]
contract-paragraph — [6, 1642, 344, 1655]
contract-paragraph — [6, 1066, 344, 1086]
contract-paragraph — [6, 1303, 344, 1323]
clause-text: "La Compañía" se obliga a respetar el principio de neutralidad de la red, por lo que no podrá bloquear, interferir, discriminar, entorpecer ni restringir el derecho del Cliente a acceder a cualquier contenido, aplicación o servicio lícito ofrecido a través de internet, salvo las excepciones previstas en la legislación aplicable. — [6, 1473, 344, 1492]
clause-text: Las partes reconocen que el presente Contrato podrá ser celebrado mediante firma electrónica o por cualquier medio electrónico que permita acreditar el consentimiento del Cliente, el cual producirá los mismos efectos legales que la firma autógrafa, de conformidad con el Código de Comercio y demás disposiciones aplicables. — [6, 1799, 344, 1817]
contract-paragraph — [6, 1893, 344, 1906]
contract-paragraph — [6, 1948, 344, 1961]
contract-paragraph — [6, 1378, 344, 1391]
contract-paragraph — [6, 214, 344, 233]
clause-text: En lo no previsto en el presente Contrato se estará a lo dispuesto en la Ley Federal de Protección al Consumidor, la Ley Federal de Telecomunicaciones y Radiodifusión, el Código de Comercio, el Código Civil Federal y demás disposiciones aplicables. — [6, 992, 344, 1004]
clause-text: El Cliente podrá cancelar el seguro contratado en cualquier momento, sin que ello afecte la vigencia de los Servicios contratados con La Compañía, mediante aviso por cualquiera de los medios de atención al cliente. — [6, 1121, 344, 1133]
contract-paragraph — [6, 971, 344, 990]
clause-heading: Aceptación. — [6, 1019, 35, 1025]
contract-paragraph — [6, 1154, 344, 1167]
clause-text: En caso de fallecimiento del Cliente, sus herederos o beneficiarios podrán solicitar la terminación del presente Contrato sin penalización alguna, presentando el acta de defunción correspondiente, o bien solicitar la cesión de los Servicios a su favor, sujeto a la aprobación de La Compañía. — [6, 1696, 344, 1708]
contract-paragraph — [6, 1188, 344, 1201]
clause-text: El Cliente será responsable de la custodia y confidencialidad de sus claves de acceso, por lo que cualquier operación realizada con las mismas se entenderá efectuada por el Cliente. En caso de extravío o uso no autorizado, el Cliente deberá notificarlo de inmediato a La Compañía. — [6, 1242, 344, 1255]
clause-heading: Acuerdo Total. — [6, 2064, 43, 2070]
clause-heading: Terminación. — [6, 585, 38, 591]
contract-paragraph — [6, 254, 344, 273]
clause-text: "La Compañía" podrá modificar los términos y condiciones del presente Contrato, previa notificación al Cliente con al menos treinta días naturales de anticipación a la fecha en que surtan efecto las modificaciones. Si el Cliente no está de acuerdo con las mismas, podrá dar por terminado el Contrato sin responsabilidad alguna, dentro de los treinta días siguientes a la notificación. — [6, 721, 344, 739]
clause-text: En caso de que el Cliente sea víctima de robo de identidad y se hayan contratado Servicios a su nombre sin su consentimiento, podrá presentar su reclamación ante La Compañía, acompañada de la denuncia correspondiente. La Compañía realizará la investigación y, en su caso, cancelará los Servicios y los adeudos generados sin responsabilidad para el Cliente. — [6, 1676, 344, 1694]
contract-paragraph — [6, 1439, 344, 1452]
clause-text: Una vez alcanzado el límite de consumo contratado, La Compañía no podrá realizar cargos adicionales al Cliente sin su consentimiento expreso, y podrá ofrecerle la contratación de paquetes adicionales o la reducción de la velocidad del servicio de datos. — [6, 1412, 344, 1423]
contract-paragraph — [6, 1168, 344, 1187]
contract-paragraph — [6, 274, 344, 293]
contract-paragraph — [6, 483, 344, 502]
